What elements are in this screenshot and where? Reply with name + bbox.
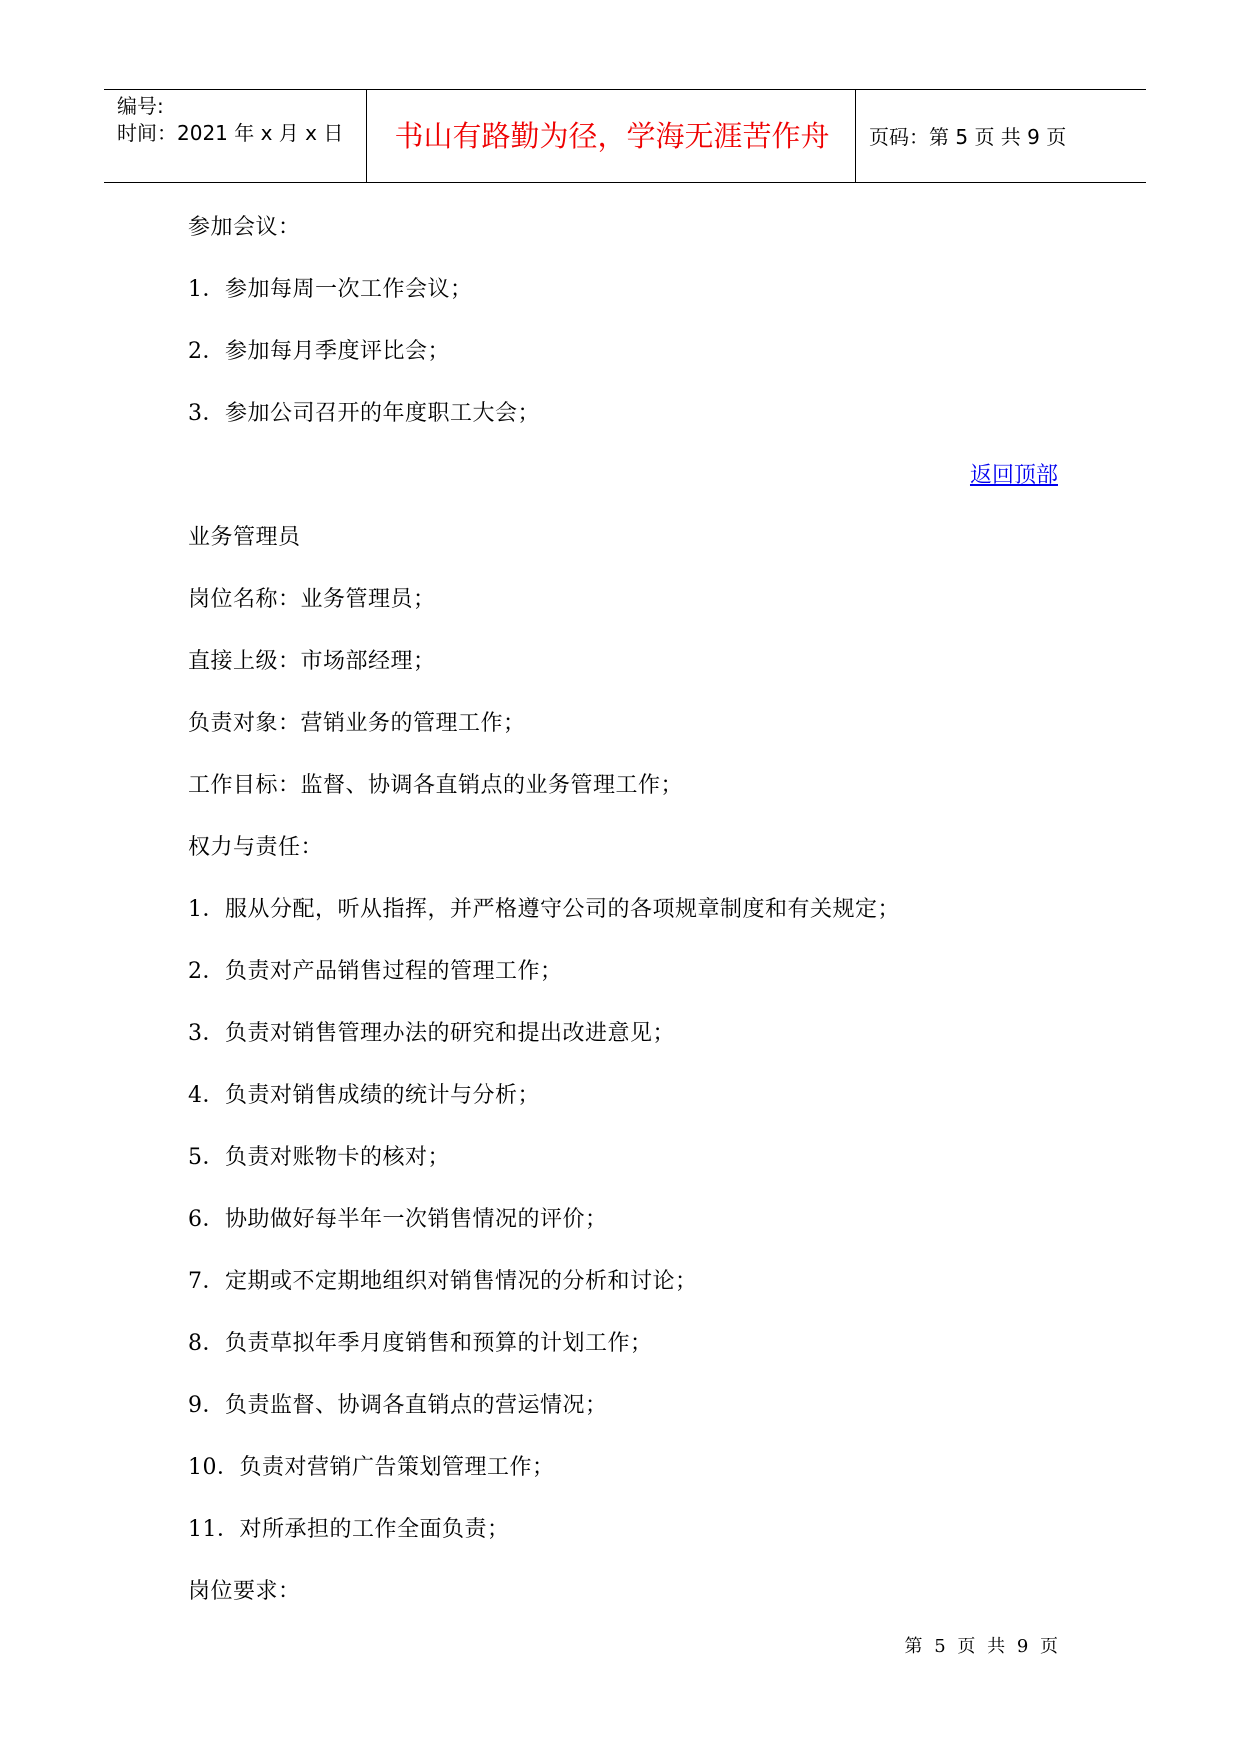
paragraph: 直接上级：市场部经理；: [188, 649, 436, 674]
header-time-label: 时间：2021 年 x 月 x 日: [117, 121, 344, 145]
list-item: 7．定期或不定期地组织对销售情况的分析和讨论；: [188, 1269, 698, 1294]
list-item: 8．负责草拟年季月度销售和预算的计划工作；: [188, 1331, 653, 1356]
header-divider-left: [366, 89, 367, 183]
paragraph: 参加会议：: [188, 215, 301, 240]
list-item: 11．对所承担的工作全面负责；: [188, 1517, 510, 1542]
list-item: 2．负责对产品销售过程的管理工作；: [188, 959, 563, 984]
header-number-label: 编号:: [117, 94, 164, 118]
paragraph: 岗位要求：: [188, 1579, 301, 1604]
list-item: 3．参加公司召开的年度职工大会；: [188, 401, 540, 426]
header-page-code: 页码：第 5 页 共 9 页: [869, 125, 1067, 149]
list-item: 3．负责对销售管理办法的研究和提出改进意见；: [188, 1021, 675, 1046]
header-top-rule: [104, 89, 1146, 90]
list-item: 10．负责对营销广告策划管理工作；: [188, 1455, 555, 1480]
paragraph: 岗位名称：业务管理员；: [188, 587, 436, 612]
header-bottom-rule: [104, 182, 1146, 183]
list-item: 4．负责对销售成绩的统计与分析；: [188, 1083, 540, 1108]
paragraph: 负责对象：营销业务的管理工作；: [188, 711, 526, 736]
list-item: 1．参加每周一次工作会议；: [188, 277, 473, 302]
section-heading: 业务管理员: [188, 525, 301, 550]
list-item: 1．服从分配，听从指挥，并严格遵守公司的各项规章制度和有关规定；: [188, 897, 900, 922]
footer-page-info: 第 5 页 共 9 页: [904, 1636, 1058, 1657]
list-item: 5．负责对账物卡的核对；: [188, 1145, 450, 1170]
paragraph: 权力与责任：: [188, 835, 324, 860]
paragraph: 工作目标：监督、协调各直销点的业务管理工作；: [188, 773, 684, 798]
header-motto: 书山有路勤为径，学海无涯苦作舟: [394, 119, 830, 153]
list-item: 9．负责监督、协调各直销点的营运情况；: [188, 1393, 608, 1418]
back-to-top-link[interactable]: 返回顶部: [969, 463, 1058, 488]
list-item: 2．参加每月季度评比会；: [188, 339, 450, 364]
list-item: 6．协助做好每半年一次销售情况的评价；: [188, 1207, 608, 1232]
